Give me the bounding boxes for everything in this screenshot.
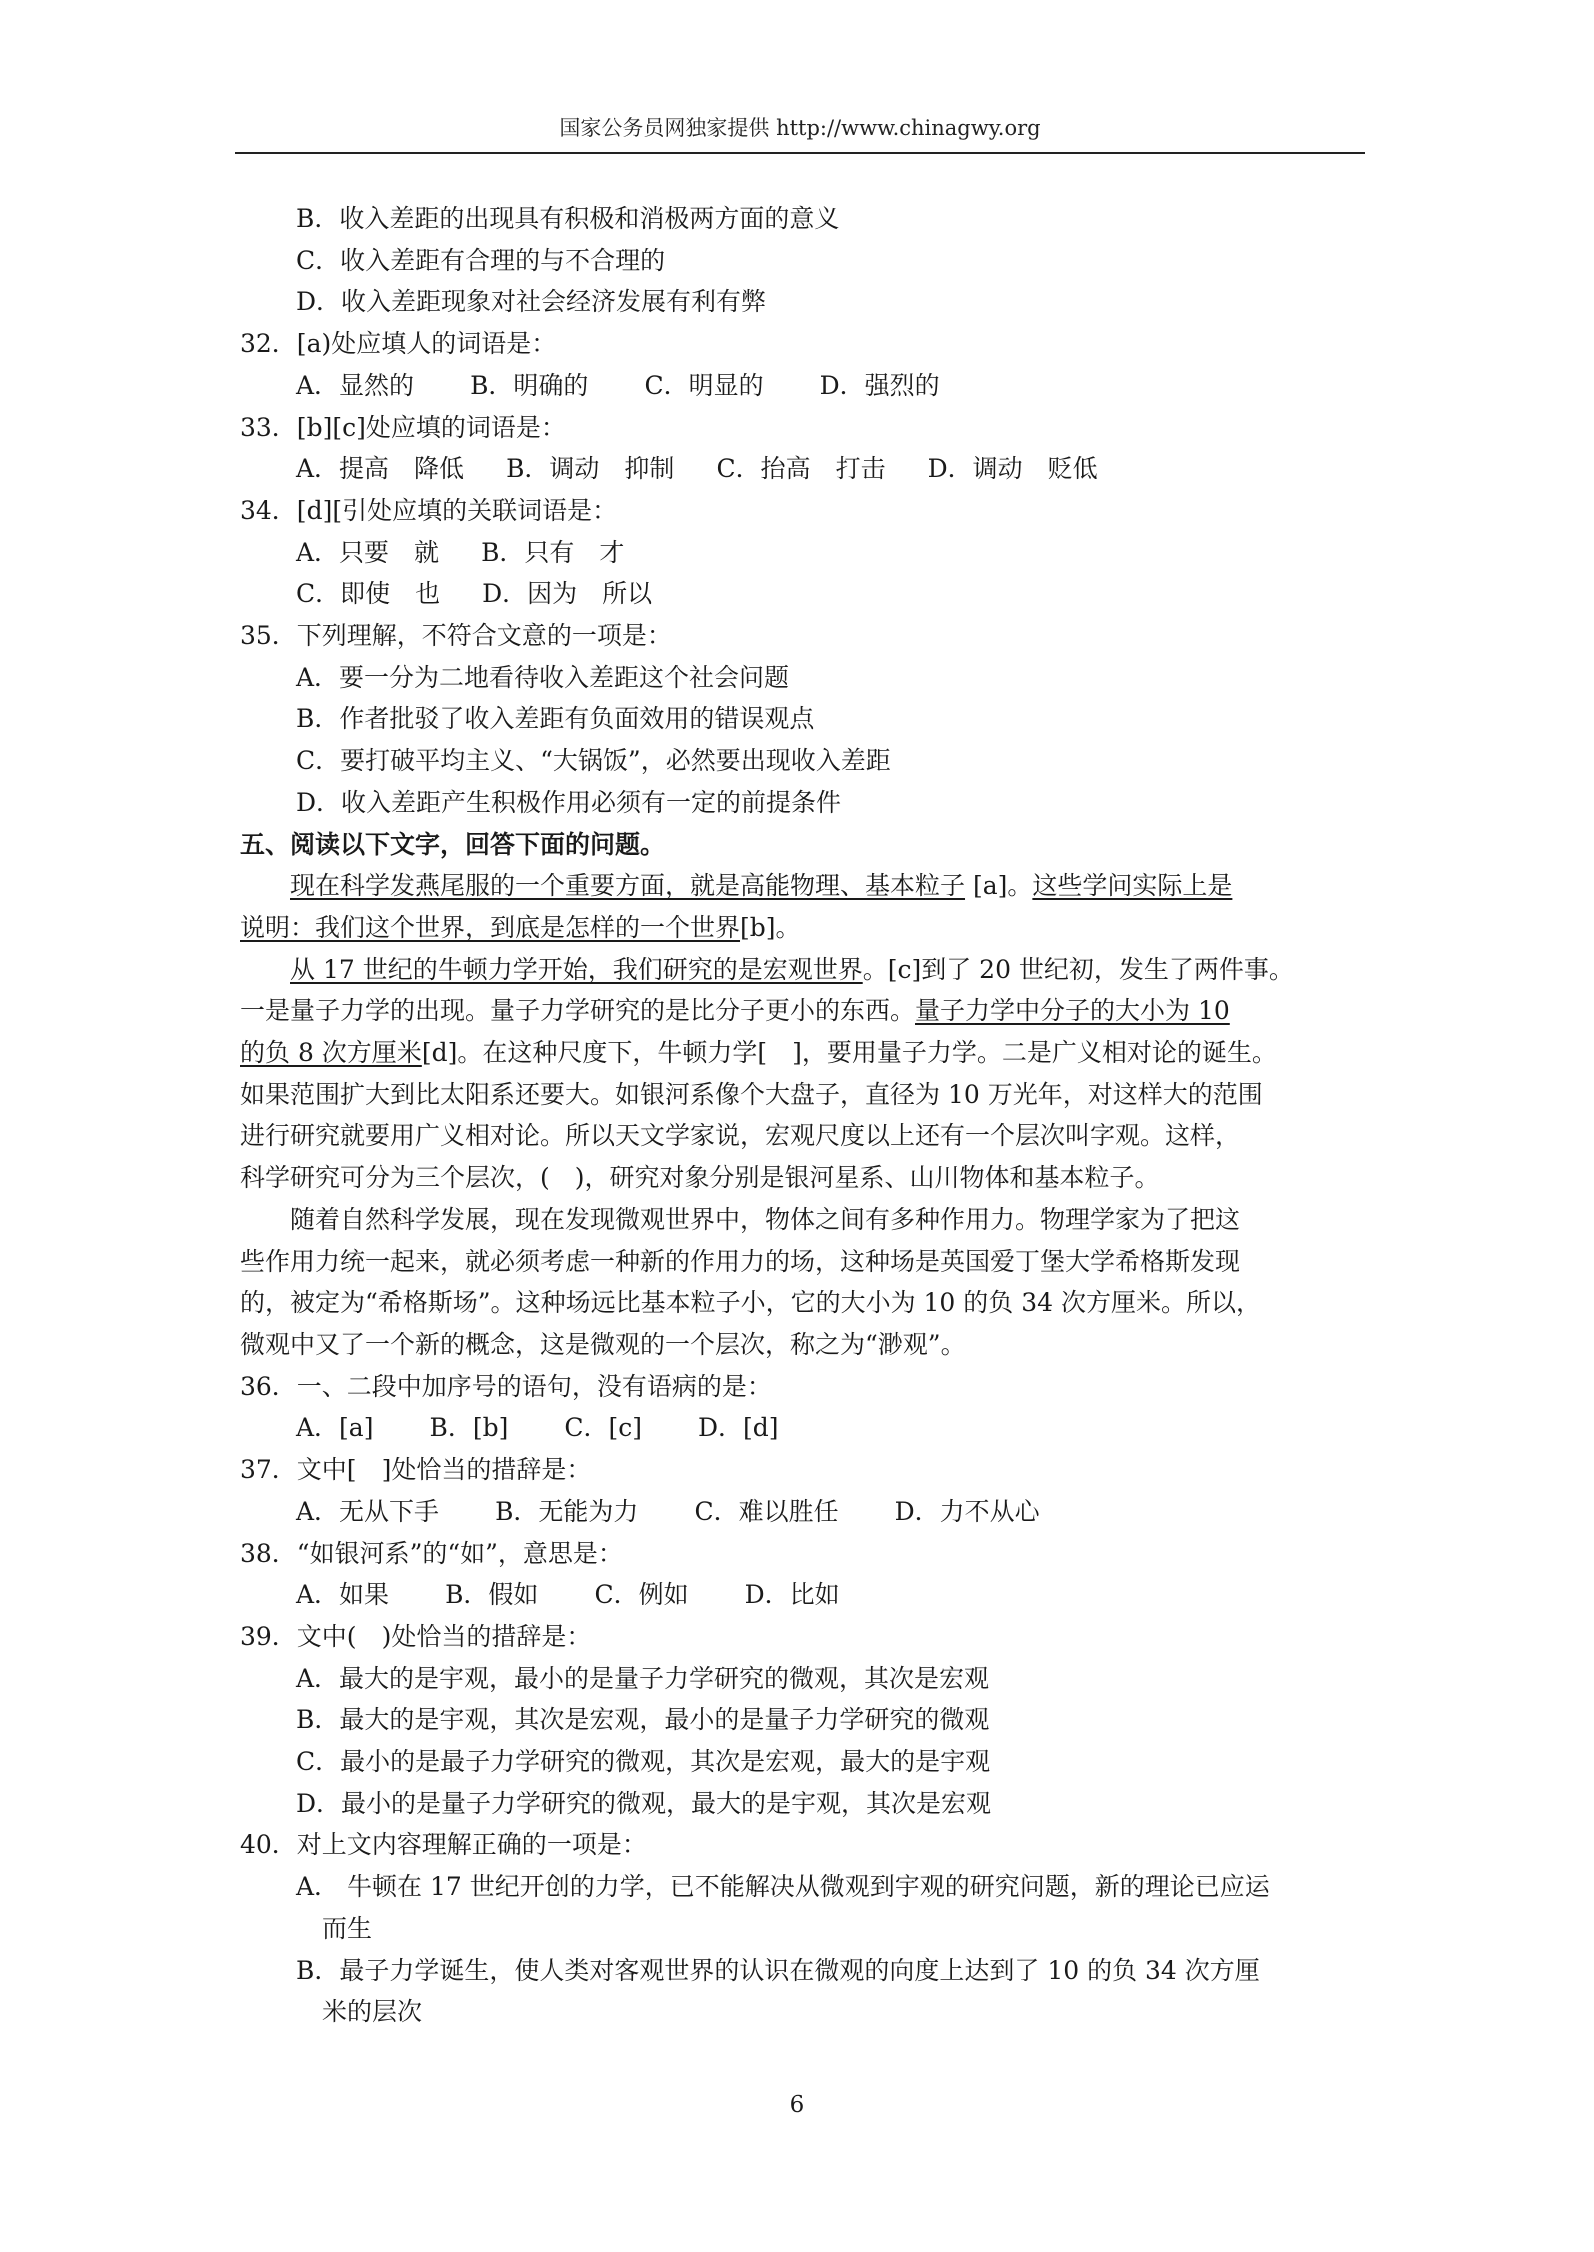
q39-option-a: A．最大的是宇观，最小的是量子力学研究的微观，其次是宏观 (296, 1663, 990, 1693)
q31-option-d: D．收入差距现象对社会经济发展有利有弊 (296, 287, 767, 317)
sentence-d-underlined-end: 的负 8 次方厘米 (240, 1038, 422, 1068)
q40-option-b-line1: B．最子力学诞生，使人类对客观世界的认识在微观的向度上达到了 10 的负 34 次方厘 (296, 1955, 1260, 1985)
q38-stem: 38．“如银河系”的“如”，意思是： (240, 1538, 623, 1568)
q39-option-d: D．最小的是量子力学研究的微观，最大的是宇观，其次是宏观 (296, 1788, 992, 1818)
passage-p3-line4: 微观中又了一个新的概念，这是微观的一个层次，称之为“渺观”。 (240, 1329, 966, 1359)
passage-p2-line5: 进行研究就要用广义相对论。所以天文学家说，宏观尺度以上还有一个层次叫字观。这样， (240, 1121, 1241, 1151)
q34-option-d: D．因为 所以 (482, 579, 653, 609)
q34-option-c: C．即使 也 (296, 579, 441, 609)
q33-option-a: A．提高 降低 (296, 454, 465, 484)
q37-option-a: A．无从下手 (296, 1496, 440, 1526)
q32-option-c: C．明显的 (644, 370, 764, 400)
q33-options (240, 448, 1360, 490)
passage-text: 一是量子力学的出现。量子力学研究的是比分子更小的东西。 (240, 996, 916, 1026)
q35-stem: 35．下列理解，不符合文意的一项是： (240, 621, 672, 651)
sentence-d-underlined-start: 量子力学中分子的大小为 10 (915, 996, 1230, 1026)
q38-option-d: D．比如 (744, 1580, 840, 1610)
marker-b: [b]。 (740, 912, 801, 942)
q37-option-c: C．难以胜任 (694, 1496, 839, 1526)
q34-option-b: B．只有 才 (481, 537, 625, 567)
q40-stem: 40．对上文内容理解正确的一项是： (240, 1830, 647, 1860)
q38-options (240, 1574, 1360, 1616)
q36-option-b: B．[b] (429, 1413, 509, 1443)
q37-option-d: D．力不从心 (894, 1496, 1040, 1526)
passage-p2-line2 (240, 990, 1360, 1032)
passage-p2-line4: 如果范围扩大到比太阳系还要大。如银河系像个大盘子，直径为 10 万光年，对这样大的范围 (240, 1079, 1263, 1109)
q32-option-d: D．强烈的 (819, 370, 940, 400)
sentence-a-underlined: 现在科学发燕尾服的一个重要方面，就是高能物理、基本粒子 (290, 871, 966, 901)
passage-p2-line3 (240, 1032, 1360, 1074)
passage-p3-line3: 的，被定为“希格斯场”。这种场远比基本粒子小，它的大小为 10 的负 34 次方厘米。所以， (240, 1288, 1261, 1318)
q36-option-a: A．[a] (296, 1413, 374, 1443)
q37-stem: 37．文中[ ]处恰当的措辞是： (240, 1455, 592, 1485)
marker-d: [d]。在这种尺度下，牛顿力学[ ]，要用量子力学。二是广义相对论的诞生。 (421, 1038, 1277, 1068)
q36-option-d: D．[d] (698, 1413, 779, 1443)
q40-option-b-line2: 米的层次 (322, 1997, 423, 2027)
q34-stem: 34．[d][引处应填的关联词语是： (240, 495, 618, 525)
q31-option-c: C．收入差距有合理的与不合理的 (296, 245, 666, 275)
sentence-c-underlined: 从 17 世纪的牛顿力学开始，我们研究的是宏观世界 (290, 954, 863, 984)
q39-option-b: B．最大的是宇观，其次是宏观，最小的是量子力学研究的微观 (296, 1705, 990, 1735)
q33-option-c: C．抬高 打击 (716, 454, 886, 484)
q34-options-row2 (240, 573, 1360, 615)
passage-p1-line1 (240, 865, 1360, 907)
q40-option-a-line1: A． 牛顿在 17 世纪开创的力学，已不能解决从微观到宇观的研究问题，新的理论已应运 (296, 1872, 1270, 1902)
q40-option-a-line2: 而生 (322, 1913, 373, 1943)
q35-option-b: B．作者批驳了收入差距有负面效用的错误观点 (296, 704, 815, 734)
q33-option-b: B．调动 抑制 (506, 454, 675, 484)
q32-option-b: B．明确的 (470, 370, 589, 400)
q37-options (240, 1491, 1360, 1533)
passage-p3-line2: 些作用力统一起来，就必须考虑一种新的作用力的场，这种场是英国爱丁堡大学希格斯发现 (240, 1246, 1241, 1276)
q35-option-d: D．收入差距产生积极作用必须有一定的前提条件 (296, 787, 842, 817)
marker-a: [a]。 (965, 871, 1033, 901)
q32-options (240, 365, 1360, 407)
header-rule (235, 152, 1365, 154)
document-body (240, 198, 1360, 2033)
passage-p2-line1 (240, 949, 1360, 991)
passage-p3-line1: 随着自然科学发展，现在发现微观世界中，物体之间有多种作用力。物理学家为了把这 (290, 1204, 1241, 1234)
q39-option-c: C．最小的是最子力学研究的微观，其次是宏观，最大的是宇观 (296, 1747, 991, 1777)
page-number: 6 (789, 2092, 805, 2118)
passage-p1-line2 (240, 907, 1360, 949)
q31-option-b: B．收入差距的出现具有积极和消极两方面的意义 (296, 204, 840, 233)
q35-option-a: A．要一分为二地看待收入差距这个社会问题 (296, 662, 790, 692)
q33-stem: 33．[b][c]处应填的词语是： (240, 412, 566, 442)
q39-stem: 39．文中( )处恰当的措辞是： (240, 1621, 592, 1651)
q36-stem: 36．一、二段中加序号的语句，没有语病的是： (240, 1371, 772, 1401)
marker-c: 。[c]到了 20 世纪初，发生了两件事。 (862, 954, 1294, 984)
q35-option-c: C．要打破平均主义、“大锅饭”，必然要出现收入差距 (296, 746, 891, 776)
sentence-b-underlined-end: 说明：我们这个世界，到底是怎样的一个世界 (240, 912, 741, 942)
q32-stem: 32．[a)处应填人的词语是： (240, 329, 557, 359)
q38-option-b: B．假如 (445, 1580, 539, 1610)
sentence-b-underlined-start: 这些学问实际上是 (1032, 871, 1233, 901)
q32-option-a: A．显然的 (296, 370, 415, 400)
q36-options (240, 1407, 1360, 1449)
q36-option-c: C．[c] (564, 1413, 642, 1443)
q34-option-a: A．只要 就 (296, 537, 440, 567)
section-5-title: 五、阅读以下文字，回答下面的问题。 (240, 829, 666, 859)
q38-option-c: C．例如 (594, 1580, 689, 1610)
q34-options-row1 (240, 532, 1360, 574)
page-header: 国家公务员网独家提供 http://www.chinagwy.org (559, 116, 1041, 140)
q38-option-a: A．如果 (296, 1580, 390, 1610)
q37-option-b: B．无能为力 (495, 1496, 639, 1526)
q33-option-d: D．调动 贬低 (927, 454, 1098, 484)
passage-p2-line6: 科学研究可分为三个层次，( )，研究对象分别是银河星系、山川物体和基本粒子。 (240, 1163, 1160, 1193)
